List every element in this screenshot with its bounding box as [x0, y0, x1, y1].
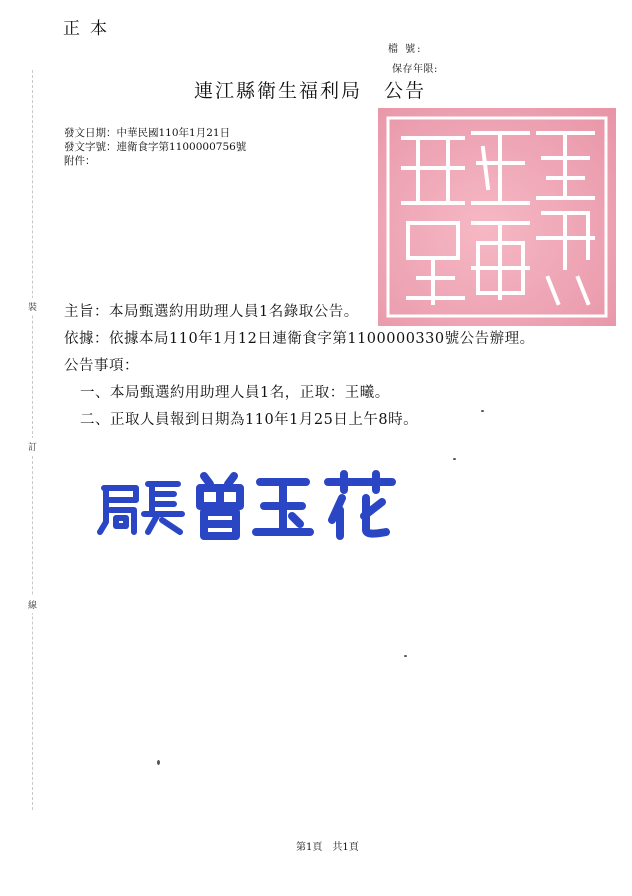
scan-speck [157, 760, 160, 765]
page-total: 共1頁 [332, 842, 359, 853]
official-seal [378, 108, 616, 326]
attachment-label: 附件： [64, 155, 96, 167]
items-heading: 公告事項： [64, 358, 139, 374]
page-footer [296, 838, 359, 853]
binding-mark-zhuang: 裝 [28, 298, 37, 315]
notice-item: 一、本局甄選約用助理人員1名，正取：王曦。 [80, 385, 390, 401]
subject-line: 主旨：本局甄選約用助理人員1名錄取公告。 [64, 304, 359, 320]
page-number: 第1頁 [296, 842, 323, 853]
retention-period-label: 保存年限: [392, 64, 438, 75]
director-signature-stamp [96, 470, 401, 540]
file-number-label: 檔 號: [388, 44, 423, 55]
document-title [194, 76, 426, 103]
seal-glyphs [378, 108, 616, 326]
signature-glyphs [96, 470, 401, 540]
scan-speck [404, 655, 407, 657]
scan-speck [453, 458, 456, 460]
document-number: 發文字號：連衛食字第1100000756號 [64, 141, 247, 153]
binding-mark-xian: 線 [28, 596, 37, 613]
basis-line: 依據：依據本局110年1月12日連衛食字第1100000330號公告辦理。 [64, 331, 535, 347]
document-type: 公告 [384, 80, 427, 102]
agency-name: 連江縣衛生福利局 [194, 80, 363, 102]
issue-date: 發文日期：中華民國110年1月21日 [64, 127, 231, 139]
binding-mark-ding: 訂 [28, 438, 37, 455]
copy-mark: 正本 [63, 19, 117, 39]
scan-speck [481, 410, 484, 412]
notice-item: 二、正取人員報到日期為110年1月25日上午8時。 [80, 412, 419, 428]
